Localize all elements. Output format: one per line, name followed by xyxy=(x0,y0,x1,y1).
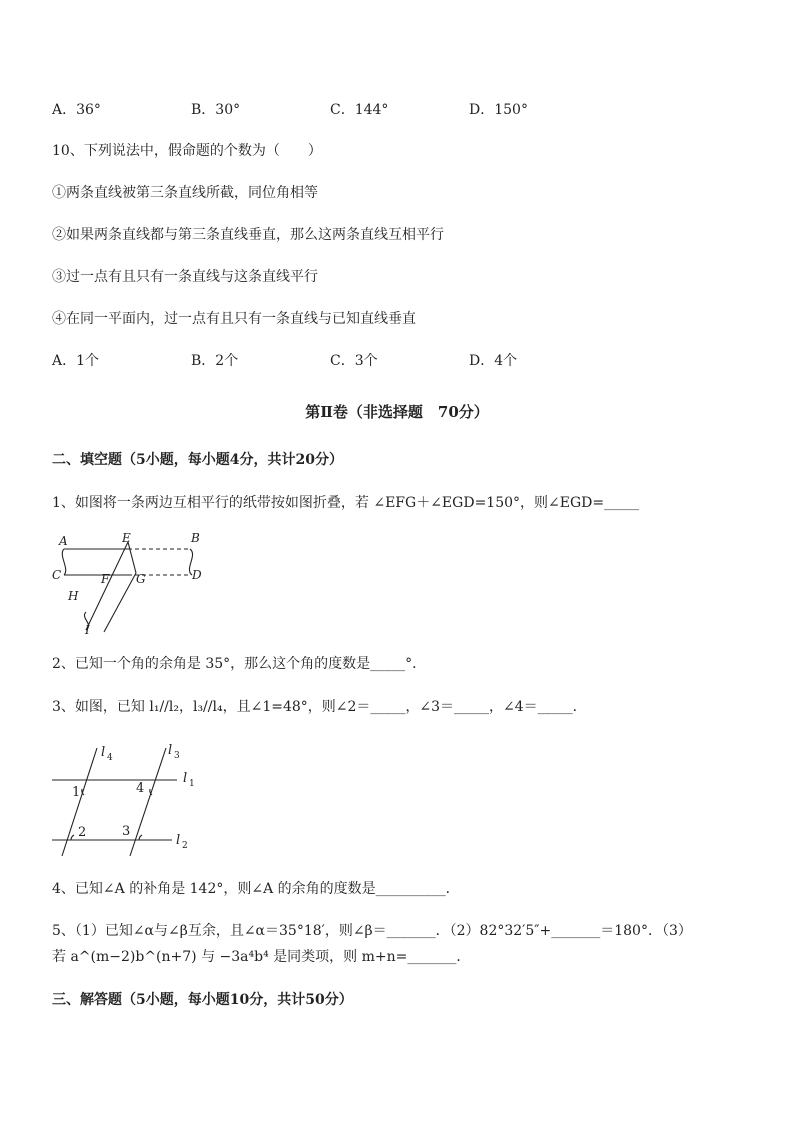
q1-label-a: A xyxy=(59,534,68,548)
q3-angle-3-label: 3 xyxy=(122,824,131,839)
q1-left-edge xyxy=(62,549,65,575)
q3-label-l3-sub: 3 xyxy=(174,751,180,761)
q3-parallel-lines-figure xyxy=(50,738,200,860)
q1-label-f: F xyxy=(101,572,110,586)
q3-angle-2-label: 2 xyxy=(78,825,87,840)
q1-label-g: G xyxy=(136,572,146,586)
q1-label-h: H xyxy=(68,589,79,603)
q2-text: 2、已知一个角的余角是 35°，那么这个角的度数是_____°． xyxy=(52,656,427,672)
q3-angle-3-arc xyxy=(139,835,142,840)
q1-label-i: I xyxy=(85,623,90,637)
q1-label-b: B xyxy=(191,531,200,545)
q1-line-eg xyxy=(128,542,136,573)
q1-fold-line-ef xyxy=(86,542,128,630)
section2-title: 二、填空题（5小题，每小题4分，共计20分） xyxy=(52,452,343,468)
q10-option-d: D．4个 xyxy=(469,353,518,369)
section3-title: 三、解答题（5小题，每小题10分，共计50分） xyxy=(52,992,353,1008)
q9-option-a: A．36° xyxy=(52,102,101,118)
q3-angle-4-label: 4 xyxy=(136,781,145,796)
q9-option-b: B．30° xyxy=(191,102,241,118)
q9-options xyxy=(52,100,608,120)
q3-label-l4: l xyxy=(101,745,106,760)
part2-title: 第Ⅱ卷（非选择题 70分） xyxy=(305,403,489,421)
q3-label-l2-sub: 2 xyxy=(182,841,188,851)
q5-line2: 若 a^(m−2)b^(n+7) 与 −3a⁴b⁴ 是同类项，则 m+n=_______． xyxy=(52,949,471,965)
q3-angle-2-arc xyxy=(71,835,74,840)
q1-fold-figure xyxy=(50,528,220,640)
q4-text: 4、已知∠A 的补角是 142°，则∠A 的余角的度数是__________． xyxy=(52,881,460,897)
q1-prefix: 1、如图将一条两边互相平行的纸带按如图折叠，若 xyxy=(52,495,374,511)
q10-options xyxy=(52,351,608,371)
q10-option-a: A．1个 xyxy=(52,353,100,369)
q1-label-e: E xyxy=(122,531,131,545)
q10-item-3: ③过一点有且只有一条直线与这条直线平行 xyxy=(52,269,318,285)
q9-option-c: C．144° xyxy=(330,102,389,118)
q9-option-d: D．150° xyxy=(469,102,528,118)
q3-angle-1-label: 1 xyxy=(72,785,81,800)
q5-line1: 5、（1）已知∠α与∠β互余，且∠α＝35°18′，则∠β＝_______．（2）82°32′5″+_______＝180°．（3） xyxy=(52,923,692,939)
q10-option-c: C．3个 xyxy=(330,353,378,369)
q3-text: 3、如图，已知 l₁//l₂，l₃//l₄，且∠1=48°，则∠2＝_____，∠3＝_____，∠4＝_____． xyxy=(52,699,587,715)
q3-label-l2: l xyxy=(176,833,181,848)
q3-label-l1: l xyxy=(183,771,188,786)
q10-item-1: ①两条直线被第三条直线所截，同位角相等 xyxy=(52,185,318,201)
q10-item-4: ④在同一平面内，过一点有且只有一条直线与已知直线垂直 xyxy=(52,311,416,327)
q10-item-2: ②如果两条直线都与第三条直线垂直，那么这两条直线互相平行 xyxy=(52,227,444,243)
q3-label-l3: l xyxy=(168,743,173,758)
q3-label-l1-sub: 1 xyxy=(189,779,195,789)
q1-label-d: D xyxy=(192,568,202,582)
q3-label-l4-sub: 4 xyxy=(107,753,113,763)
q1-expr: ∠EFG＋∠EGD=150°，则∠EGD=_____ xyxy=(373,495,640,511)
q1-label-c: C xyxy=(52,568,62,582)
q10-option-b: B．2个 xyxy=(191,353,239,369)
q1-text xyxy=(52,493,639,513)
q10-stem: 10、下列说法中，假命题的个数为（ ） xyxy=(52,143,322,159)
